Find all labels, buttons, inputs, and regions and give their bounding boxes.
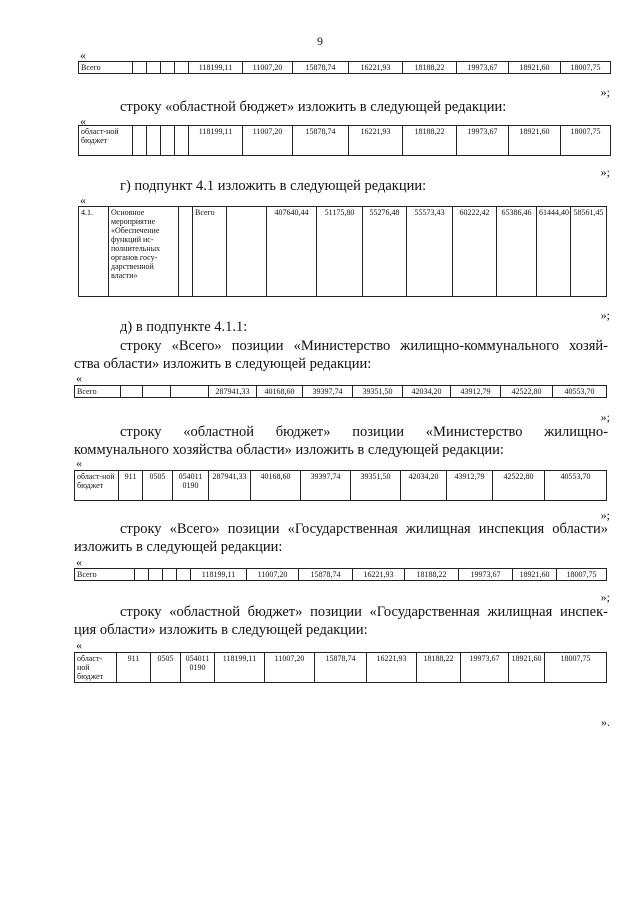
cell: Всего bbox=[79, 62, 133, 74]
cell: 55276,48 bbox=[363, 207, 407, 297]
table-regional-budget-1 bbox=[78, 125, 611, 156]
cell: 118199,11 bbox=[215, 653, 265, 683]
cell: 911 bbox=[119, 471, 143, 501]
cell: 18188,22 bbox=[405, 569, 459, 581]
cell: област-ной бюджет bbox=[79, 126, 133, 156]
cell: 18188,22 bbox=[417, 653, 461, 683]
cell: 287941,33 bbox=[209, 386, 257, 398]
cell bbox=[133, 62, 147, 74]
cell bbox=[163, 569, 177, 581]
cell: Всего bbox=[75, 386, 121, 398]
cell: 39397,74 bbox=[301, 471, 351, 501]
cell bbox=[161, 62, 175, 74]
cell: 39351,50 bbox=[351, 471, 401, 501]
cell bbox=[175, 126, 189, 156]
paragraph-line: изложить в следующей редакции: bbox=[74, 539, 283, 555]
cell bbox=[179, 207, 193, 297]
table-row bbox=[79, 207, 607, 297]
close-quote: ». bbox=[601, 715, 610, 729]
cell: 43912,79 bbox=[447, 471, 493, 501]
paragraph-line: ства области» изложить в следующей редакции: bbox=[74, 356, 372, 372]
table-row bbox=[75, 653, 607, 683]
table-subitem-4-1 bbox=[78, 206, 607, 297]
close-quote: »; bbox=[600, 85, 610, 99]
open-quote: « bbox=[80, 193, 86, 207]
cell: 15878,74 bbox=[299, 569, 353, 581]
cell: 43912,79 bbox=[451, 386, 501, 398]
page-number: 9 bbox=[317, 34, 323, 48]
cell: 0505 bbox=[143, 471, 173, 501]
cell: 58561,45 bbox=[571, 207, 607, 297]
cell: 0505 bbox=[151, 653, 181, 683]
cell: 4.1. bbox=[79, 207, 109, 297]
close-quote: »; bbox=[600, 165, 610, 179]
cell: 11007,20 bbox=[243, 126, 293, 156]
cell: Всего bbox=[193, 207, 227, 297]
cell: 60222,42 bbox=[453, 207, 497, 297]
paragraph-line: строку «областной бюджет» позиции «Министерство жилищно- bbox=[120, 424, 608, 440]
cell bbox=[133, 126, 147, 156]
open-quote: « bbox=[80, 48, 86, 62]
cell: 40168,60 bbox=[257, 386, 303, 398]
cell: 118199,11 bbox=[191, 569, 247, 581]
cell: 18921,60 bbox=[513, 569, 557, 581]
cell bbox=[227, 207, 267, 297]
cell: 18007,75 bbox=[561, 126, 611, 156]
table-regional-budget-ministry bbox=[74, 470, 607, 501]
table-total-ministry bbox=[74, 385, 607, 398]
cell: 65386,46 bbox=[497, 207, 537, 297]
cell: 054011 0190 bbox=[173, 471, 209, 501]
cell: 18188,22 bbox=[403, 62, 457, 74]
cell bbox=[171, 386, 209, 398]
paragraph-line: строку «Всего» позиции «Государственная жилищная инспекция области» bbox=[120, 521, 608, 537]
cell: 18188,22 bbox=[403, 126, 457, 156]
cell: 42034,20 bbox=[403, 386, 451, 398]
cell: 18921,60 bbox=[509, 62, 561, 74]
cell: 054011 0190 bbox=[181, 653, 215, 683]
cell: 18007,75 bbox=[557, 569, 607, 581]
open-quote: « bbox=[76, 555, 82, 569]
open-quote: « bbox=[80, 114, 86, 128]
open-quote: « bbox=[76, 371, 82, 385]
table-row bbox=[75, 471, 607, 501]
cell bbox=[149, 569, 163, 581]
cell: 19973,67 bbox=[459, 569, 513, 581]
cell: 11007,20 bbox=[243, 62, 293, 74]
cell: 15878,74 bbox=[293, 126, 349, 156]
table-regional-budget-inspection bbox=[74, 652, 607, 683]
cell: 407640,44 bbox=[267, 207, 317, 297]
cell: 11007,20 bbox=[247, 569, 299, 581]
cell: 18921,60 bbox=[509, 653, 545, 683]
table-total-inspection bbox=[74, 568, 607, 581]
cell bbox=[147, 126, 161, 156]
paragraph: д) в подпункте 4.1.1: bbox=[120, 319, 248, 335]
table-row bbox=[75, 386, 607, 398]
cell: 55573,43 bbox=[407, 207, 453, 297]
cell: 61444,40 bbox=[537, 207, 571, 297]
cell bbox=[121, 386, 143, 398]
paragraph-line: строку «Всего» позиции «Министерство жилищно-коммунального хозяй- bbox=[120, 338, 608, 354]
table-row bbox=[79, 62, 611, 74]
close-quote: »; bbox=[600, 410, 610, 424]
table-row bbox=[79, 126, 611, 156]
cell bbox=[175, 62, 189, 74]
cell bbox=[135, 569, 149, 581]
cell: 118199,11 bbox=[189, 126, 243, 156]
cell: 16221,93 bbox=[353, 569, 405, 581]
cell: 11007,20 bbox=[265, 653, 315, 683]
cell: 16221,93 bbox=[367, 653, 417, 683]
cell: 18007,75 bbox=[561, 62, 611, 74]
close-quote: »; bbox=[600, 508, 610, 522]
cell: 18921,60 bbox=[509, 126, 561, 156]
cell bbox=[147, 62, 161, 74]
cell: 40553,70 bbox=[553, 386, 607, 398]
cell: 39397,74 bbox=[303, 386, 353, 398]
cell: Всего bbox=[75, 569, 135, 581]
cell bbox=[177, 569, 191, 581]
cell: 19973,67 bbox=[457, 126, 509, 156]
paragraph: строку «областной бюджет» изложить в следующей редакции: bbox=[120, 99, 507, 115]
cell: област-ной бюджет bbox=[75, 471, 119, 501]
paragraph-line: строку «областной бюджет» позиции «Государственная жилищная инспек- bbox=[120, 604, 608, 620]
cell: 911 bbox=[117, 653, 151, 683]
cell: 19973,67 bbox=[457, 62, 509, 74]
cell: област-ной бюджет bbox=[75, 653, 117, 683]
table-total-1 bbox=[78, 61, 611, 74]
cell: 40168,60 bbox=[251, 471, 301, 501]
cell: 42522,80 bbox=[493, 471, 545, 501]
cell: 39351,50 bbox=[353, 386, 403, 398]
cell: 42522,80 bbox=[501, 386, 553, 398]
cell: 118199,11 bbox=[189, 62, 243, 74]
cell: 42034,20 bbox=[401, 471, 447, 501]
paragraph-line: ция области» изложить в следующей редакции: bbox=[74, 622, 368, 638]
cell: 15878,74 bbox=[293, 62, 349, 74]
cell: 16221,93 bbox=[349, 126, 403, 156]
cell: 287941,33 bbox=[209, 471, 251, 501]
cell bbox=[143, 386, 171, 398]
table-row bbox=[75, 569, 607, 581]
cell: 16221,93 bbox=[349, 62, 403, 74]
paragraph-line: коммунального хозяйства области» изложить в следующей редакции: bbox=[74, 442, 504, 458]
cell: 51175,80 bbox=[317, 207, 363, 297]
cell: 15878,74 bbox=[315, 653, 367, 683]
cell: 19973,67 bbox=[461, 653, 509, 683]
open-quote: « bbox=[76, 638, 82, 652]
cell: 18007,75 bbox=[545, 653, 607, 683]
close-quote: »; bbox=[600, 308, 610, 322]
cell bbox=[161, 126, 175, 156]
open-quote: « bbox=[76, 456, 82, 470]
cell: 40553,70 bbox=[545, 471, 607, 501]
paragraph: г) подпункт 4.1 изложить в следующей редакции: bbox=[120, 178, 427, 194]
close-quote: »; bbox=[600, 590, 610, 604]
cell: Основное мероприятие «Обеспечение функций ис-полнительных органов госу-дарственной власти» bbox=[109, 207, 179, 297]
